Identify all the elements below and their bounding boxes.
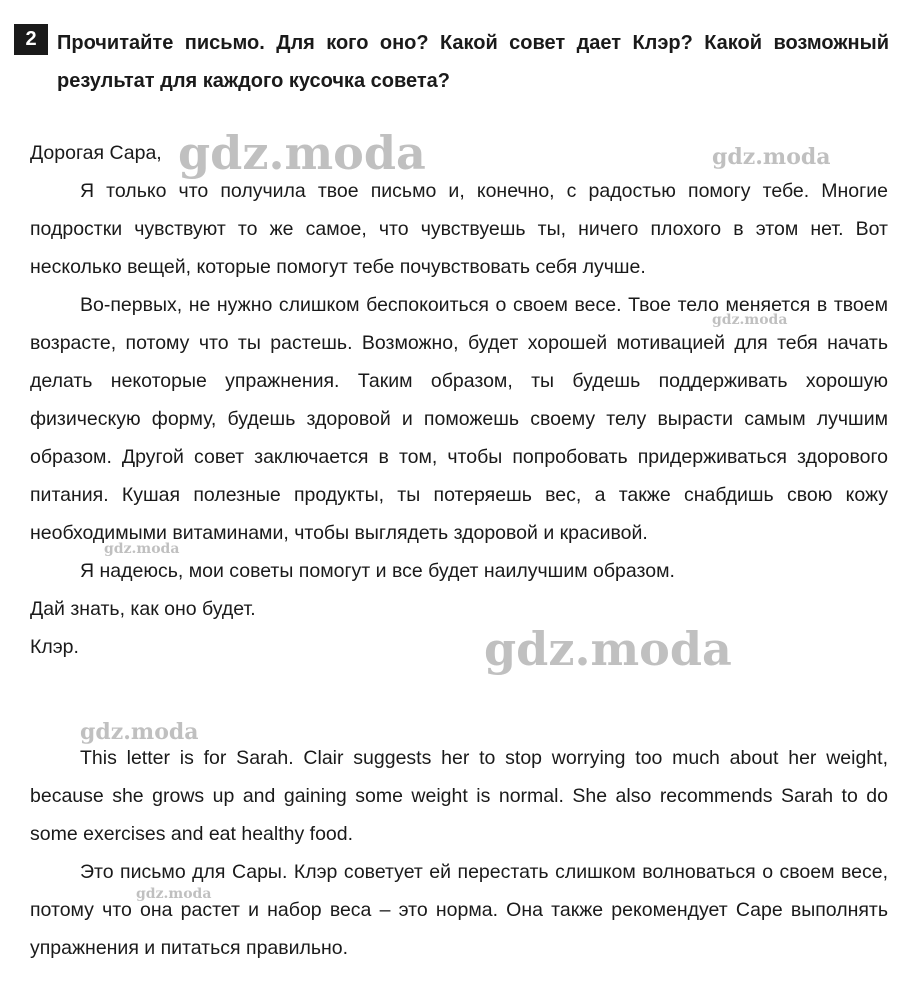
letter-paragraph-1: Я только что получила твое письмо и, конечно, с радостью помогу тебе. Многие подростки чувствуют то же самое, что чувствуешь ты, ничего плохого в этом нет. Вот несколько вещей, которые помогут тебе почувствовать себя лучше.: [30, 180, 888, 278]
task-number-badge: 2: [14, 24, 48, 55]
letter-closing: Дай знать, как оно будет.: [30, 598, 256, 620]
watermark: gdz.moda: [712, 312, 788, 328]
letter-paragraph-2: Во-первых, не нужно слишком беспокоиться о своем весе. Твое тело меняется в твоем возрасте, потому что ты растешь. Возможно, будет хорошей мотивацией для тебя начать делать некоторые упражнения. Таким образом, ты будешь поддерживать хорошую физическую форму, будешь здоровой и поможешь своему телу вырасти самым лучшим образом. Другой совет заключается в том, чтобы попробовать придерживаться здорового питания. Кушая полезные продукты, ты потеряешь вес, а также снабдишь свою кожу необходимыми витаминами, чтобы выглядеть здоровой и красивой.: [30, 294, 888, 544]
answer: [30, 739, 888, 967]
watermark: gdz.moda: [484, 622, 732, 676]
letter-greeting: Дорогая Сара,: [30, 142, 162, 164]
answer-english: This letter is for Sarah. Clair suggests her to stop worrying too much about her weight, because she grows up and gaining some weight is normal. She also recommends Sarah to do some exercises and eat healthy food.: [30, 747, 888, 845]
watermark: gdz.moda: [136, 886, 212, 902]
letter-signature: Клэр.: [30, 636, 79, 658]
task-instruction: Прочитайте письмо. Для кого оно? Какой совет дает Клэр? Какой возможный результат для каждого кусочка совета?: [57, 32, 889, 92]
watermark: gdz.moda: [104, 541, 180, 557]
watermark: gdz.moda: [80, 719, 199, 745]
letter-paragraph-3: Я надеюсь, мои советы помогут и все будет наилучшим образом.: [80, 560, 675, 582]
watermark: gdz.moda: [178, 126, 426, 180]
letter: [30, 134, 888, 666]
task-header: [14, 24, 889, 100]
watermark: gdz.moda: [712, 144, 831, 170]
answer-russian: Это письмо для Сары. Клэр советует ей перестать слишком волноваться о своем весе, потому что она растет и набор веса – это норма. Она также рекомендует Саре выполнять упражнения и питаться правильно.: [30, 861, 888, 959]
